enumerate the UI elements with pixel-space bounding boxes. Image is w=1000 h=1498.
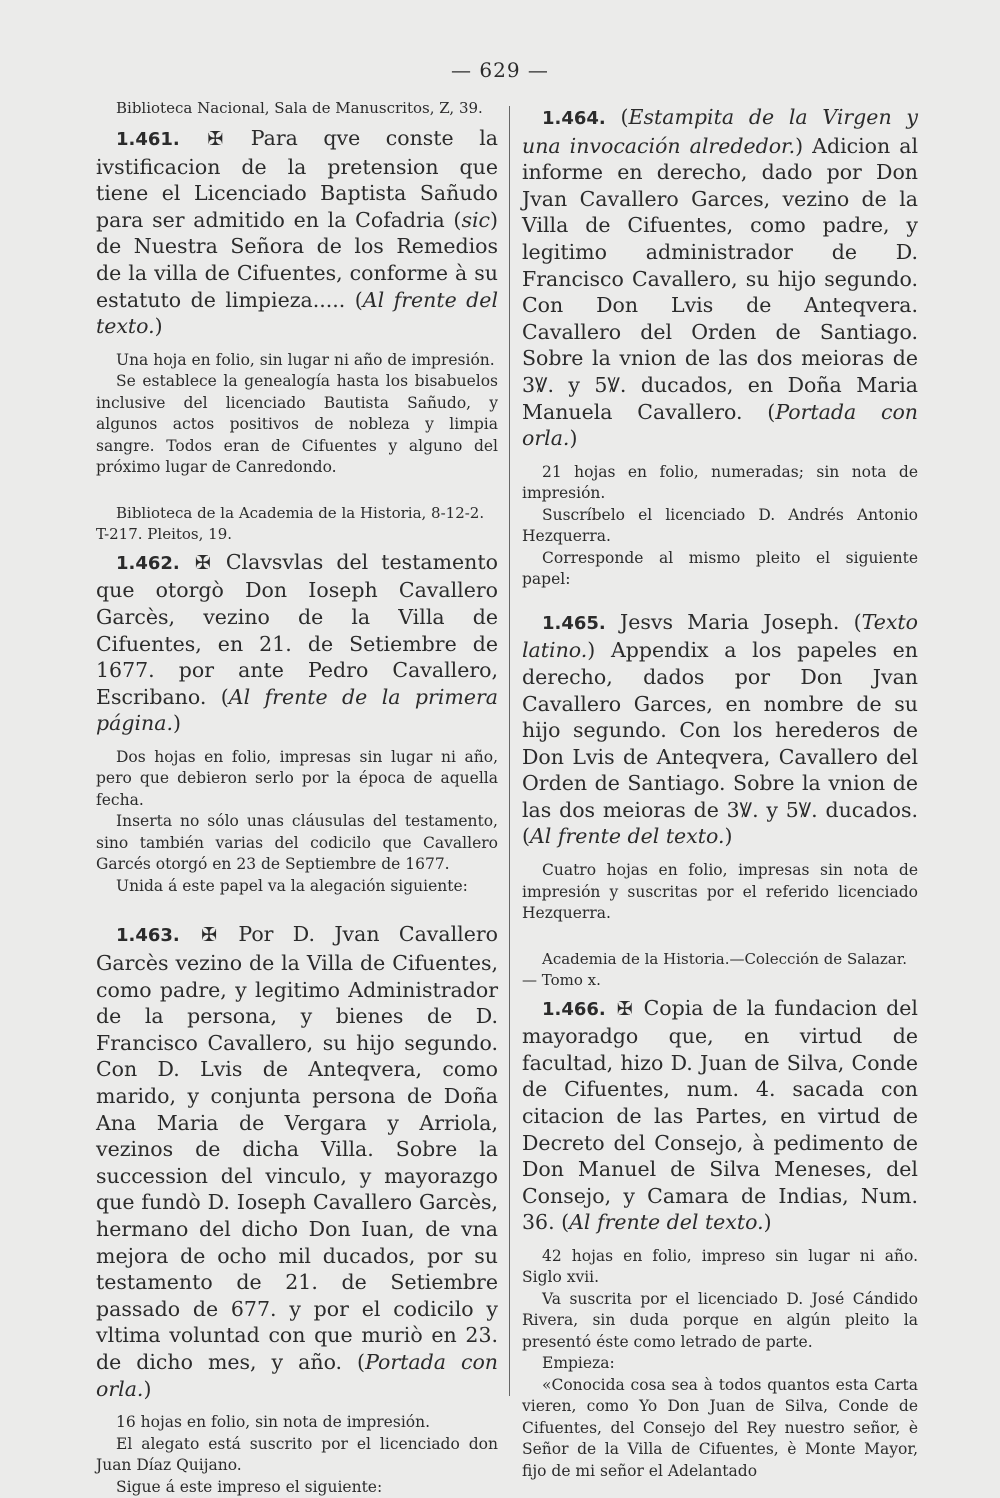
page-number: — 629 —: [451, 58, 549, 82]
entry-number: 1.462.: [116, 552, 180, 574]
entry-text: ) de Nuestra Señora de los Remedios de la villa de Cifuentes, conforme à su estatuto de limpieza..... (: [96, 207, 498, 312]
entry-number: 1.466.: [542, 998, 606, 1020]
note: Sigue á este impreso el siguiente:: [116, 1477, 383, 1496]
cross-icon: ✠: [616, 997, 633, 1020]
entry-text: ) Adicion al informe en derecho, dado por Don Jvan Cavallero Garces, vezino de la Villa de Cifuentes, como padre, y legitimo administrador de D. Francisco Cavallero, su hijo segundo. Con Don Lvis de Anteqvera. Cavallero del Orden de Santiago. Sobre la vnion de las dos meioras de 3Ꝟ. y 5Ꝟ. ducados, en Doña Maria Manuela Cavallero. (: [522, 133, 918, 424]
note: «Conocida cosa sea à todos quantos esta Carta vieren, como Yo Don Juan de Silva, Conde de Cifuentes, del Consejo del Rey nuestro señor, è Señor de la Villa de Cifuentes, è Monte Mayor, fijo de mi señor el Adelantado: [522, 1375, 918, 1480]
entry-1464: [522, 104, 918, 452]
note: Corresponde al mismo pleito el siguiente papel:: [522, 548, 918, 589]
cross-icon: ✠: [201, 924, 218, 947]
note: Se establece la genealogía hasta los bisabuelos inclusive del licenciado Bautista Sañudo, y algunos actos positivos de nobleza y limpia sangre. Todos eran de Cifuentes y alguno del próximo lugar de Canredondo.: [96, 372, 498, 477]
entry-text: Jesvs Maria Joseph. (: [620, 609, 862, 634]
entry-italic: Al frente del texto.: [530, 824, 725, 849]
note: Inserta no sólo unas cláusulas del testamento, sino también varias del codicilo que Cavallero Garcés otorgó en 23 de Septiembre de 1677.: [96, 812, 498, 874]
note: 16 hojas en folio, sin nota de impresión.: [116, 1413, 431, 1432]
entry-italic: Estampita de la Virgen y una invocación alrededor.: [522, 105, 918, 158]
note: Suscríbelo el licenciado D. Andrés Antonio Hezquerra.: [522, 505, 918, 546]
entry-text: (: [620, 105, 629, 129]
note: Empieza:: [542, 1354, 615, 1373]
note: Dos hojas en folio, impresas sin lugar ni año, pero que debieron serlo por la época de aquella fecha.: [96, 747, 498, 809]
note: 42 hojas en folio, impreso sin lugar ni año. Siglo xvii.: [522, 1246, 918, 1287]
entry-1466: [522, 995, 918, 1236]
entry-text: ): [724, 824, 733, 849]
note: Va suscrita por el licenciado D. José Cándido Rivera, sin duda porque en algún pleito la presentó éste como letrado de parte.: [522, 1289, 918, 1351]
entry-text: Por D. Jvan Cavallero Garcès vezino de la Villa de Cifuentes, como padre, y legitimo Administrador de la persona, y bienes de D. Francisco Cavallero, su hijo segundo. Con D. Lvis de Anteqvera, como marido, y conjunta persona de Doña Ana Maria de Vergara y Arriola, vezinos de dicha Villa. Sobre la succession del vinculo, y mayorazgo que fundò D. Ioseph Cavallero Garcès, hermano del dicho Don Iuan, de vna mejora de ocho mil ducados, por su testamento de 21. de Setiembre passado de 677. y por el codicilo y vltima voluntad con que muriò en 23. de dicho mes, y año. (: [96, 922, 498, 1374]
entry-italic: sic: [461, 207, 490, 232]
right-column: [522, 98, 918, 1482]
entry-number: 1.464.: [542, 108, 606, 129]
entry-text: Para qve conste la ivstificacion de la pretension que tiene el Licenciado Baptista Sañudo para ser admitido en la Cofadria (: [96, 126, 498, 232]
cross-icon: ✠: [207, 128, 224, 150]
library-reference: Biblioteca de la Academia de la Historia, 8-12-2. T-217. Pleitos, 19.: [96, 503, 485, 543]
entry-italic: Al frente de la primera página.: [96, 684, 498, 736]
entry-text: ): [143, 1376, 152, 1401]
entry-italic: Al frente del texto.: [569, 1210, 764, 1235]
entry-text: ) Appendix a los papeles en derecho, dados por Don Jvan Cavallero Garces, en nombre de su hijo segundo. Con los herederos de Don Lvis de Anteqvera, Cavallero del Orden de Santiago. Sobre la vnion de las dos meioras de 3Ꝟ. y 5Ꝟ. ducados. (: [522, 638, 918, 849]
entry-text: Copia de la fundacion del mayoradgo que, en virtud de facultad, hizo D. Juan de Silva, Conde de Cifuentes, num. 4. sacada con citacion de las Partes, en virtud de Decreto del Consejo, à pedimento de Don Manuel de Silva Meneses, del Consejo, y Camara de Indias, Num. 36. (: [522, 995, 918, 1235]
entry-italic: Al frente del texto.: [96, 287, 498, 339]
entry-italic: Portada con orla.: [522, 399, 919, 451]
entry-1461: [96, 125, 498, 340]
entry-number: 1.461.: [116, 129, 180, 150]
note: Una hoja en folio, sin lugar ni año de impresión.: [116, 350, 495, 369]
note: 21 hojas en folio, numeradas; sin nota de impresión.: [522, 462, 918, 503]
entry-italic: Portada con orla.: [96, 1349, 498, 1401]
entry-text: ): [763, 1210, 772, 1235]
entry-1462: [96, 549, 498, 737]
library-reference: Academia de la Historia.—Colección de Salazar.— Tomo x.: [522, 949, 908, 989]
column-rule: [509, 106, 510, 1396]
library-reference: Biblioteca Nacional, Sala de Manuscritos, Z, 39.: [116, 99, 483, 117]
note: Cuatro hojas en folio, impresas sin nota de impresión y suscritas por el referido licenciado Hezquerra.: [522, 861, 918, 923]
entry-1463: [96, 921, 498, 1402]
left-column: [96, 98, 498, 1498]
note: El alegato está suscrito por el licenciado don Juan Díaz Quijano.: [96, 1434, 498, 1475]
entry-number: 1.463.: [116, 925, 180, 947]
entry-italic: Texto latino.: [522, 609, 918, 663]
note: Unida á este papel va la alegación siguiente:: [116, 876, 468, 895]
entry-text: ): [172, 711, 181, 736]
entry-number: 1.465.: [542, 612, 606, 634]
entry-1465: [522, 609, 918, 850]
entry-text: ): [569, 426, 578, 451]
entry-text: ): [154, 314, 163, 339]
entry-text: Clavsvlas del testamento que otorgò Don Ioseph Cavallero Garcès, vezino de la Villa de Cifuentes, en 21. de Setiembre de 1677. por ante Pedro Cavallero, Escribano. (: [96, 549, 498, 709]
cross-icon: ✠: [194, 551, 211, 574]
